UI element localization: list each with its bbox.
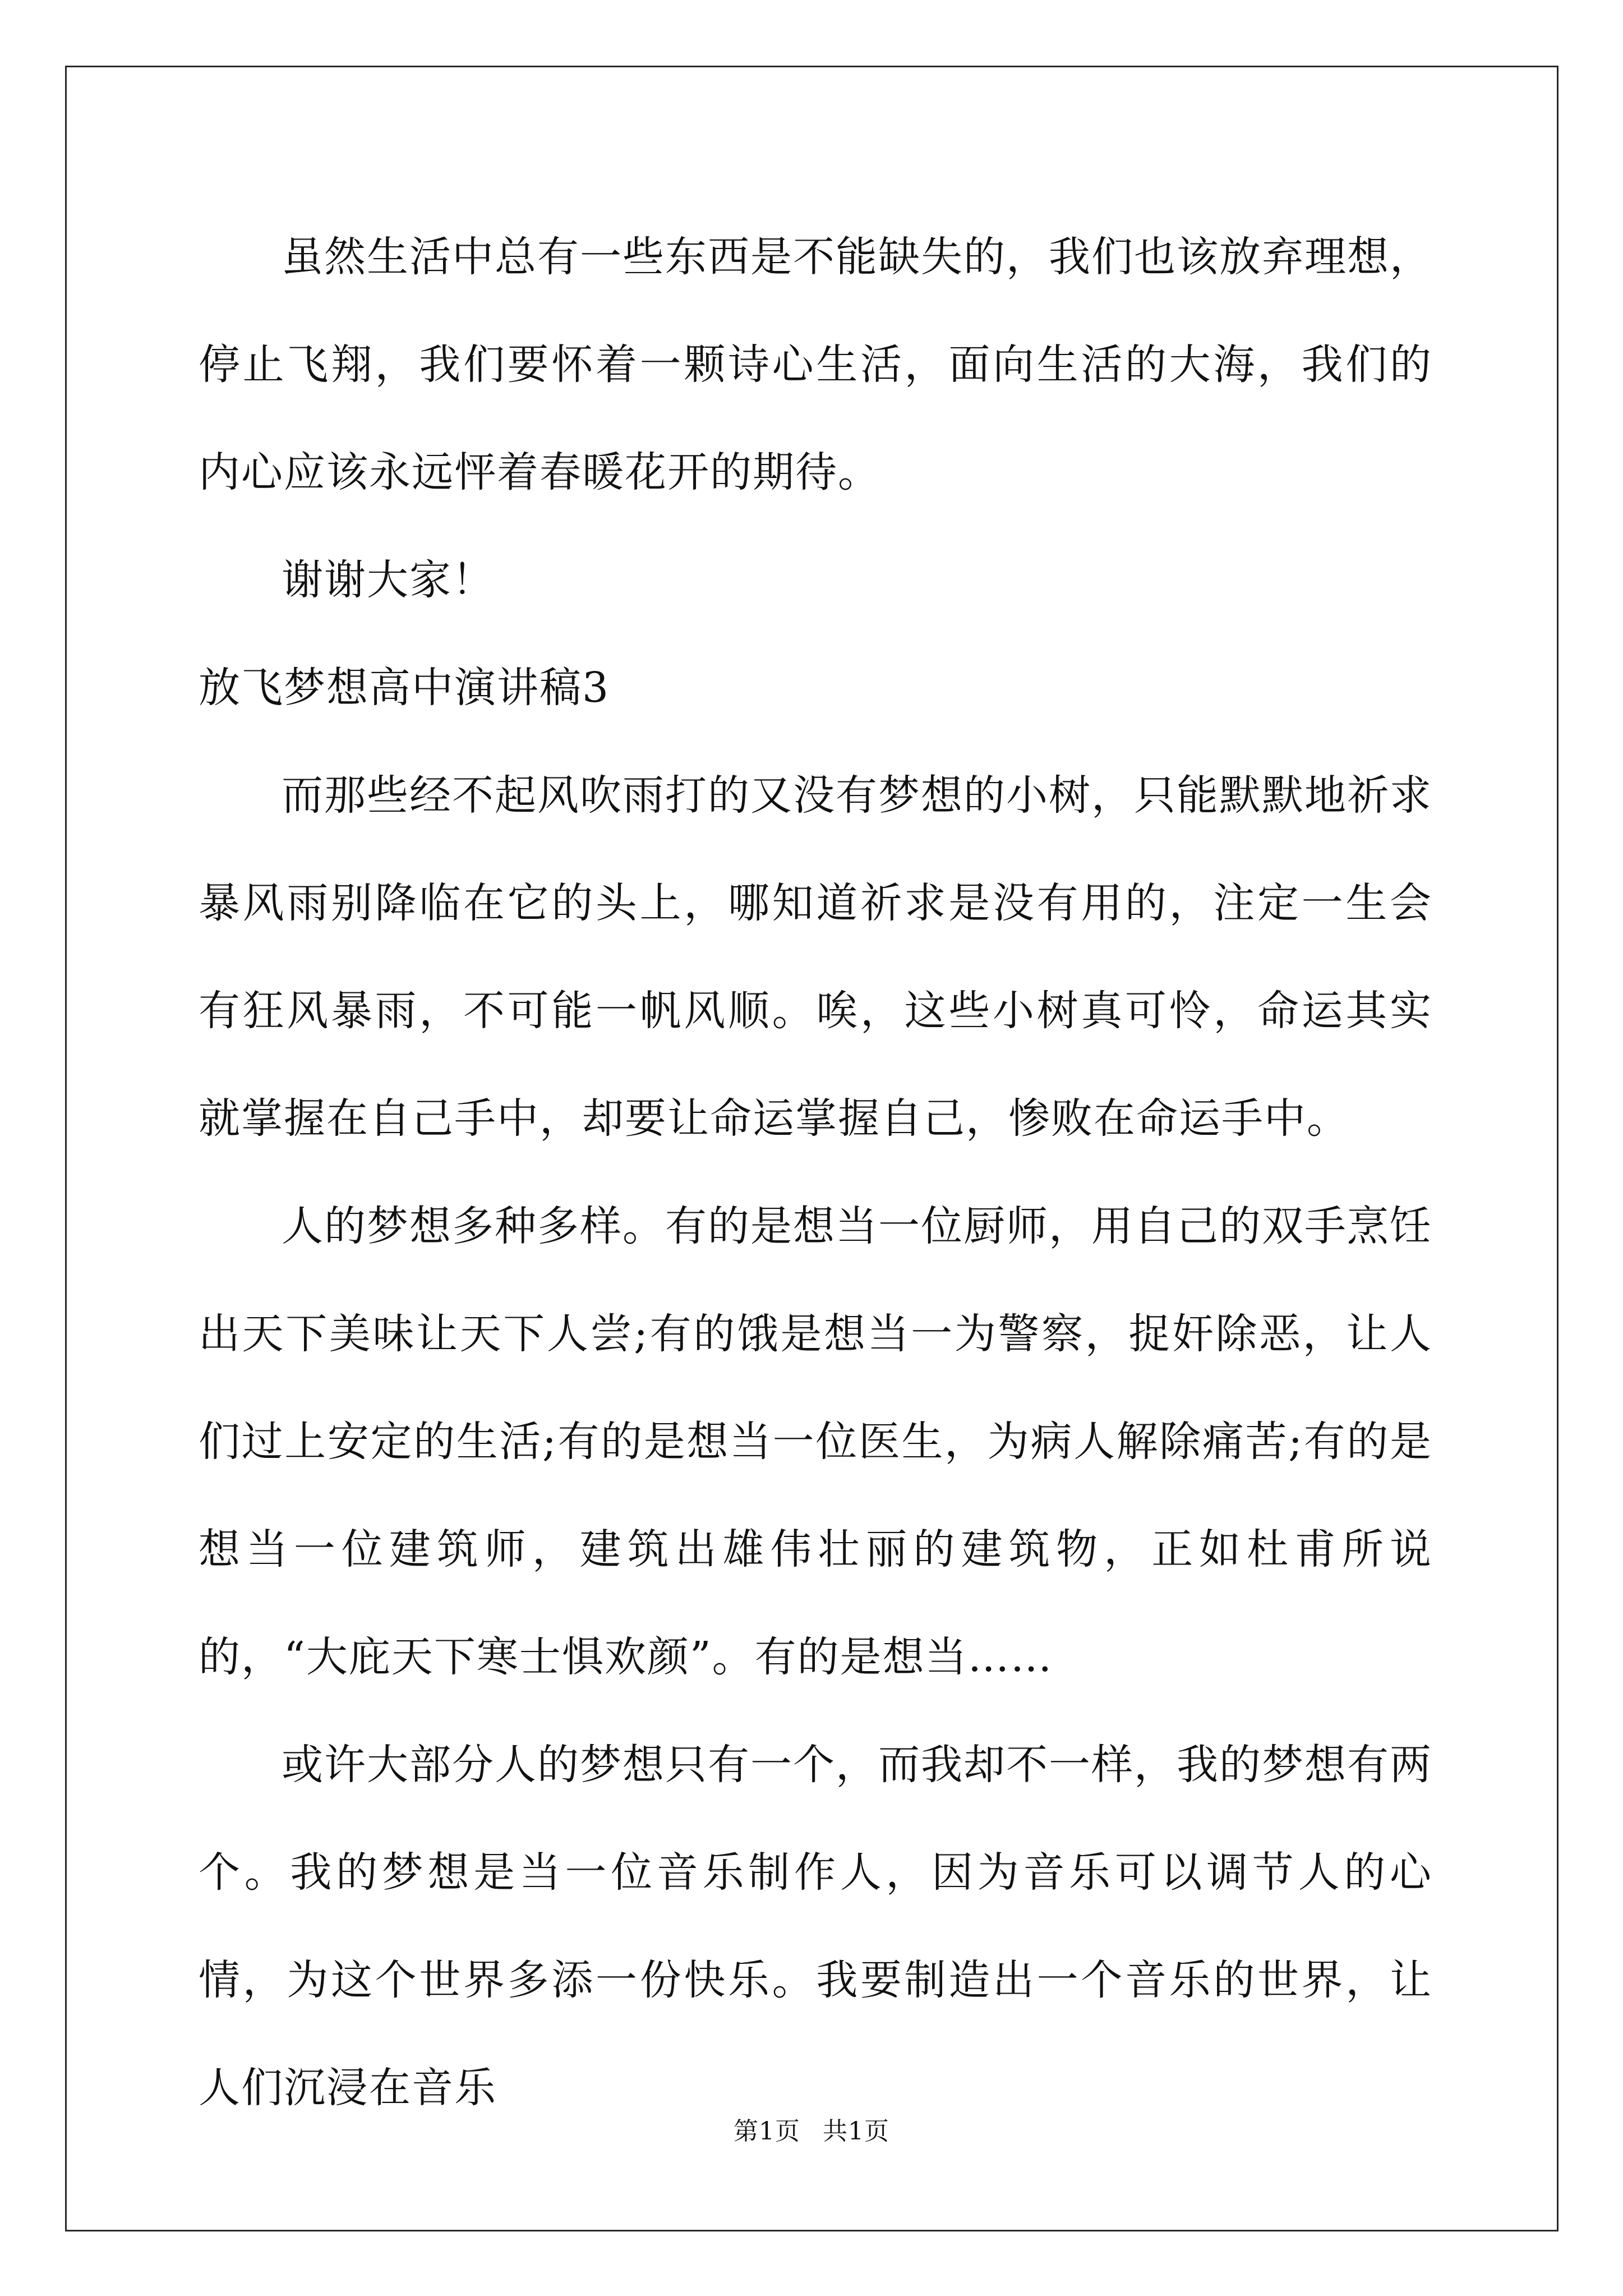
page-footer: [0, 2115, 1623, 2148]
document-body: [199, 203, 1432, 2142]
paragraph: 人的梦想多种多样。有的是想当一位厨师，用自己的双手烹饪出天下美味让天下人尝;有的饿是想当一为警察，捉奸除恶，让人们过上安定的生活;有的是想当一位医生，为病人解除痛苦;有的是想当一位建筑师，建筑出雄伟壮丽的建筑物，正如杜甫所说的，“大庇天下寒士惧欢颜”。有的是想当……: [199, 1202, 1432, 1681]
paragraph: 虽然生活中总有一些东西是不能缺失的，我们也该放弃理想，停止飞翔，我们要怀着一颗诗心生活，面向生活的大海，我们的内心应该永远怦着春暖花开的期待。: [199, 233, 1432, 496]
paragraph: 谢谢大家！: [282, 556, 495, 604]
paragraph: 而那些经不起风吹雨打的又没有梦想的小树，只能默默地祈求暴风雨别降临在它的头上，哪知道祈求是没有用的，注定一生会有狂风暴雨，不可能一帆风顺。唉，这些小树真可怜，命运其实就掌握在自己手中，却要让命运掌握自己，惨败在命运手中。: [199, 771, 1432, 1143]
page-total: 共1页: [823, 2117, 889, 2146]
page-number: 第1页: [734, 2117, 800, 2146]
paragraph: 或许大部分人的梦想只有一个，而我却不一样，我的梦想有两个。我的梦想是当一位音乐制作人，因为音乐可以调节人的心情，为这个世界多添一份快乐。我要制造出一个音乐的世界，让人们沉浸在音乐: [199, 1741, 1432, 2112]
section-heading: 放飞梦想高中演讲稿3: [199, 664, 610, 712]
